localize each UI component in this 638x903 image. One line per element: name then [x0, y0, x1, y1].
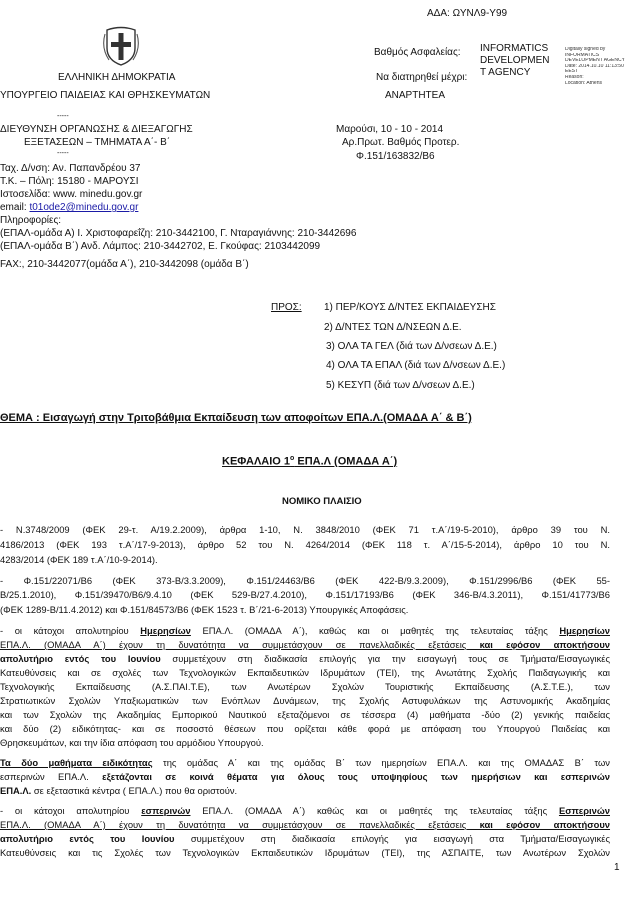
postal-address: Ταχ. Δ/νση: Αν. Παπανδρέου 37	[0, 163, 141, 174]
legal-text-line: (ΦΕΚ 1289-Β/11.4.2012) και Φ.151/84573/Β6 (ΦΕΚ 1523 τ. Β΄/21-6-2013) Υπουργικές Αποφάσεις.	[0, 604, 409, 615]
recipient-item: 2) Δ/ΝΤΕΣ ΤΩΝ Δ/ΝΣΕΩΝ Δ.Ε.	[324, 322, 462, 333]
recipient-item: 4) ΟΛΑ ΤΑ ΕΠΑΛ (διά των Δ/νσεων Δ.Ε.)	[326, 360, 506, 371]
protocol-number: Φ.151/163832/Β6	[356, 151, 435, 162]
day-schools-line: Στρατιωτικών Σχολών Υπαξιωματικών των Ενόπλων Δυνάμεων, της Σχολής Αστυφυλάκων της Αστυνομικής Ακαδημίας	[0, 695, 610, 706]
day-schools-line: Θρησκευμάτων, και την ίδια απόφαση του αρμόδιου Υπουργού.	[0, 737, 264, 748]
day-schools-line: και των Σχολών της Ακαδημίας Εμπορικού Ναυτικού εξεταζόμενοι σε τέσσερα (4) μαθήματα -δύο (2) γενικής παιδείας	[0, 709, 610, 720]
separator: -----	[57, 150, 69, 157]
info-group-a: (ΕΠΑΛ-ομάδα Α) Ι. Χριστοφαρεΐζη: 210-3442100, Γ. Νταραγιάννης: 210-3442696	[0, 228, 357, 239]
recipients-label: ΠΡΟΣ:	[271, 302, 302, 313]
chapter-heading: ΚΕΦΑΛΑΙΟ $1^o$ ΕΠΑ.Λ (ΟΜΑΔΑ Α΄)	[222, 455, 398, 468]
posting-label: ΑΝΑΡΤΗΤΕΑ	[385, 90, 446, 101]
recipient-item: 1) ΠΕΡ/ΚΟΥΣ Δ/ΝΤΕΣ ΕΚΠΑΙΔΕΥΣΗΣ	[324, 302, 496, 313]
evening-schools-line: ΕΠΑ.Λ. (ΟΜΑΔΑ Α΄) έχουν τη δυνατότητα να συμμετάσχουν σε πανελλαδικές εξετάσεις και εφόσον αποκτήσουν	[0, 819, 611, 830]
info-group-b: (ΕΠΑΛ-ομάδα Β΄) Ανδ. Λάμπος: 210-3442702, Ε. Γκούφας: 2103442099	[0, 241, 321, 252]
security-level-label: Βαθμός Ασφαλείας:	[374, 47, 461, 58]
subject-line: ΘΕΜΑ : Εισαγωγή στην Τριτοβάθμια Εκπαίδευση των αποφοίτων ΕΠΑ.Λ.(ΟΜΑΔΑ Α΄ & Β΄)	[0, 412, 472, 424]
directorate-name: ΔΙΕΥΘΥΝΣΗ ΟΡΓΑΝΩΣΗΣ & ΔΙΕΞΑΓΩΓΗΣ	[0, 124, 193, 135]
fax-numbers: FAX:, 210-3442077(ομάδα Α΄), 210-3442098 (ομάδα Β΄)	[0, 259, 249, 270]
two-subjects-line: Τα δύο μαθήματα ειδικότητας της ομάδας Α΄ και της ομάδας Β΄ των ημερησίων ΕΠΑ.Λ. και της ΟΜΑΔΑΣ Β΄ των	[0, 757, 610, 768]
page-number: 1	[614, 862, 620, 873]
signer-line-1: INFORMATICS	[480, 43, 549, 54]
signer-line-3: T AGENCY	[480, 67, 531, 78]
legal-text-line: - Ν.3748/2009 (ΦΕΚ 29-τ. Α/19.2.2009), άρθρα 1-10, Ν. 3848/2010 (ΦΕΚ 71 τ.Α΄/19-5-2010), άρθρο 39 του Ν.	[0, 524, 610, 535]
two-subjects-line: εσπερινών ΕΠΑ.Λ. εξετάζονται σε κοινά θέματα για όλους τους υποψηφίους των ημερήσιων και εσπερινών	[0, 771, 610, 782]
signer-line-2: DEVELOPMEN	[480, 55, 550, 66]
day-schools-line: απολυτήριο εντός του Ιουνίου συμμετέχουν στη διαδικασία επιλογής για την εισαγωγή τους σε Τμήματα/Εισαγωγικές	[0, 653, 610, 664]
section-title: ΝΟΜΙΚΟ ΠΛΑΙΣΙΟ	[282, 496, 362, 507]
republic-title: ΕΛΛΗΝΙΚΗ ΔΗΜΟΚΡΑΤΙΑ	[58, 72, 176, 83]
exams-department: ΕΞΕΤΑΣΕΩΝ – ΤΜΗΜΑΤΑ Α΄- Β΄	[24, 137, 171, 148]
day-schools-line: ΕΠΑ.Λ. (ΟΜΑΔΑ Α΄) έχουν τη δυνατότητα να συμμετάσχουν σε πανελλαδικές εξετάσεις και εφόσον αποκτήσουν	[0, 639, 611, 650]
day-schools-line: - οι κάτοχοι απολυτηρίου Ημερησίων ΕΠΑ.Λ. (ΟΜΑΔΑ Α΄), καθώς και οι μαθητές της τελευταίας τάξης Ημερησίων	[0, 625, 610, 636]
legal-text-line: - Φ.151/22071/Β6 (ΦΕΚ 373-Β/3.3.2009), Φ.151/24463/Β6 (ΦΕΚ 422-Β/9.3.2009), Φ.151/2996/Β6 (ΦΕΚ 55-	[0, 575, 610, 586]
separator: -----	[57, 113, 69, 120]
legal-text-line: 4283/2014 (ΦΕΚ 189 τ.Α΄/10-9-2014).	[0, 554, 158, 565]
email-label: email:	[0, 202, 27, 213]
two-subjects-line: ΕΠΑ.Λ. σε εξεταστικά κέντρα ( ΕΠΑ.Λ.) που θα οριστούν.	[0, 785, 238, 796]
website: Ιστοσελίδα: www. minedu.gov.gr	[0, 189, 143, 200]
legal-text-line: Β/25.1.2010), Φ.151/39470/Β6/9.4.10 (ΦΕΚ 529-Β/27.4.2010), Φ.151/17193/Β6 (ΦΕΚ 346-Β/4.3.2011), Φ.151/41773/Β6	[0, 589, 610, 600]
retention-label: Να διατηρηθεί μέχρι:	[376, 72, 468, 83]
evening-schools-line: - οι κάτοχοι απολυτηρίου εσπερινών ΕΠΑ.Λ. (ΟΜΑΔΑ Α΄) καθώς και οι μαθητές της τελευταίας τάξης Εσπερινών	[0, 805, 610, 816]
protocol-label: Αρ.Πρωτ. Βαθμός Προτερ.	[342, 137, 460, 148]
greek-coat-of-arms-icon	[103, 26, 139, 66]
day-schools-line: και δύο (2) ειδικότητας- και σε ποσοστό θέσεων που ορίζεται κάθε φορά με απόφαση του Υπουργού Παιδείας και	[0, 723, 610, 734]
legal-text-line: 4186/2013 (ΦΕΚ 193 τ.Α΄/17-9-2013), άρθρο 52 του Ν. 4264/2014 (ΦΕΚ 118 τ. Α΄/15-5-2014), άρθρο 10 του Ν.	[0, 539, 610, 550]
document-date: Μαρούσι, 10 - 10 - 2014	[336, 124, 444, 135]
day-schools-line: Τεχνολογικής Εκπαίδευσης (Α.Σ.ΠΑΙ.Τ.Ε), των Ανωτέρων Σχολών Τουριστικής Εκπαίδευσης (Α.Σ.Τ.Ε.), των	[0, 681, 610, 692]
info-label: Πληροφορίες:	[0, 215, 62, 226]
postcode-city: Τ.Κ. – Πόλη: 15180 - ΜΑΡΟΥΣΙ	[0, 176, 139, 187]
email-line	[0, 202, 138, 214]
ada-code: ΑΔΑ: ΩΥΝΛ9-Υ99	[427, 8, 508, 19]
digital-signature-stamp: Digitally signed by INFORMATICS DEVELOPMENT AGENCY Date: 2014.10.10 11:13:50 EEST Reason: Location: Athens	[565, 47, 625, 86]
recipient-item: 5) ΚΕΣΥΠ (διά των Δ/νσεων Δ.Ε.)	[326, 380, 475, 391]
evening-schools-line: απολυτήριο εντός του Ιουνίου συμμετέχουν στη διαδικασία επιλογής για εισαγωγή στα Τμήματα/Εισαγωγικές	[0, 833, 610, 844]
evening-schools-line: Κατευθύνσεις και τις Σχολές των Τεχνολογικών Εκπαιδευτικών Ιδρυμάτων (ΤΕΙ), της ΑΣΠΑΙΤΕ, των Ανωτέρων Σχολών	[0, 847, 610, 858]
day-schools-line: Κατευθύνσεις και σε σχολές των Τεχνολογικών Εκπαιδευτικών Ιδρυμάτων (ΤΕΙ), της Ανωτάτης Σχολής Παιδαγωγικής και	[0, 667, 610, 678]
email-link[interactable]: t01ode2@minedu.gov.gr	[29, 202, 139, 213]
ministry-name: ΥΠΟΥΡΓΕΙΟ ΠΑΙΔΕΙΑΣ ΚΑΙ ΘΡΗΣΚΕΥΜΑΤΩΝ	[0, 90, 211, 101]
recipient-item: 3) ΟΛΑ ΤΑ ΓΕΛ (διά των Δ/νσεων Δ.Ε.)	[326, 341, 497, 352]
